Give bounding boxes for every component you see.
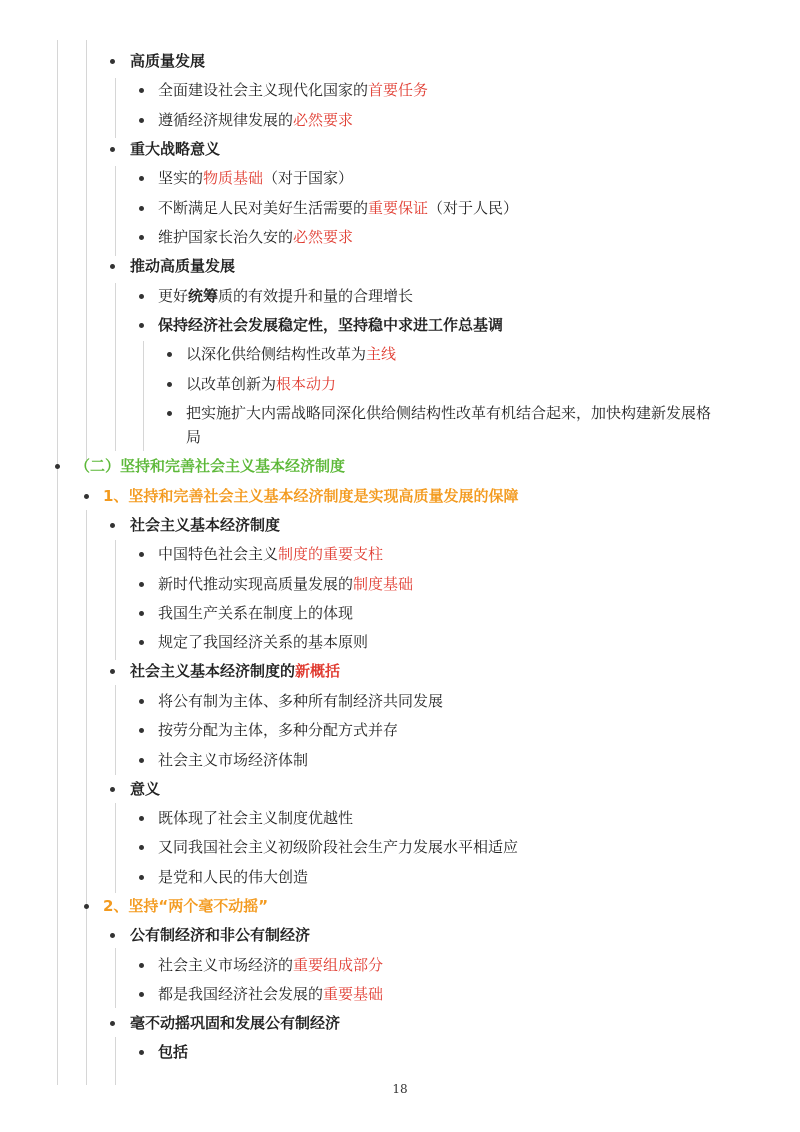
bullet-icon	[139, 728, 144, 733]
outline-item: 中国特色社会主义制度的重要支柱	[158, 545, 384, 563]
outline-heading-hq-dev: 高质量发展	[130, 52, 206, 70]
bullet-icon	[139, 88, 144, 93]
bullet-icon	[167, 382, 172, 387]
bullet-icon	[55, 464, 60, 469]
subsection-heading: 1、坚持和完善社会主义基本经济制度是实现高质量发展的保障	[103, 487, 519, 505]
bullet-icon	[110, 1021, 115, 1026]
bullet-icon	[139, 758, 144, 763]
outline-item-bold: 包括	[158, 1043, 189, 1061]
guide-line-level3	[115, 803, 116, 893]
outline-heading-promote: 推动高质量发展	[130, 257, 236, 275]
guide-line-level2	[86, 40, 87, 460]
subsection-heading: 2、坚持“两个毫不动摇”	[103, 897, 269, 915]
bullet-icon	[110, 787, 115, 792]
bullet-icon	[139, 323, 144, 328]
outline-item: 全面建设社会主义现代化国家的首要任务	[158, 81, 429, 99]
outline-item: 社会主义市场经济的重要组成部分	[158, 956, 384, 974]
bullet-icon	[139, 640, 144, 645]
bullet-icon	[139, 992, 144, 997]
outline-item: 新时代推动实现高质量发展的制度基础	[158, 575, 414, 593]
guide-line-level3	[115, 540, 116, 660]
outline-item-bold: 保持经济社会发展稳定性，坚持稳中求进工作总基调	[158, 316, 504, 334]
outline-item: 既体现了社会主义制度优越性	[158, 809, 354, 827]
outline-heading-consolidate: 毫不动摇巩固和发展公有制经济	[130, 1014, 341, 1032]
outline-item: 规定了我国经济关系的基本原则	[158, 633, 369, 651]
bullet-icon	[84, 494, 89, 499]
outline-item: 以深化供给侧结构性改革为主线	[186, 345, 397, 363]
page-number: 18	[392, 1082, 408, 1096]
outline-heading-meaning: 意义	[130, 780, 161, 798]
outline-item: 按劳分配为主体，多种分配方式并存	[158, 721, 399, 739]
bullet-icon	[139, 1050, 144, 1055]
bullet-icon	[139, 552, 144, 557]
guide-line-level1	[57, 40, 58, 1085]
outline-item: 将公有制为主体、多种所有制经济共同发展	[158, 692, 444, 710]
bullet-icon	[110, 264, 115, 269]
bullet-icon	[139, 235, 144, 240]
outline-item: 坚实的物质基础（对于国家）	[158, 169, 354, 187]
guide-line-level3	[115, 1037, 116, 1085]
outline-item: 都是我国经济社会发展的重要基础	[158, 985, 384, 1003]
outline-item-continued: 局	[186, 428, 202, 446]
bullet-icon	[139, 611, 144, 616]
outline-heading-new-summary: 社会主义基本经济制度的新概括	[130, 662, 341, 680]
bullet-icon	[139, 845, 144, 850]
bullet-icon	[139, 699, 144, 704]
bullet-icon	[139, 875, 144, 880]
bullet-icon	[110, 523, 115, 528]
bullet-icon	[139, 176, 144, 181]
bullet-icon	[110, 147, 115, 152]
bullet-icon	[167, 352, 172, 357]
bullet-icon	[139, 963, 144, 968]
bullet-icon	[167, 411, 172, 416]
bullet-icon	[110, 933, 115, 938]
guide-line-level4	[143, 341, 144, 451]
bullet-icon	[110, 669, 115, 674]
bullet-icon	[139, 582, 144, 587]
outline-item: 又同我国社会主义初级阶段社会生产力发展水平相适应	[158, 838, 519, 856]
outline-heading-ownership: 公有制经济和非公有制经济	[130, 926, 311, 944]
outline-item: 更好统筹质的有效提升和量的合理增长	[158, 287, 414, 305]
guide-line-level3	[115, 166, 116, 256]
outline-item: 遵循经济规律发展的必然要求	[158, 111, 354, 129]
outline-heading-strategic: 重大战略意义	[130, 140, 221, 158]
outline-item: 我国生产关系在制度上的体现	[158, 604, 354, 622]
bullet-icon	[139, 294, 144, 299]
bullet-icon	[84, 904, 89, 909]
outline-item: 不断满足人民对美好生活需要的重要保证（对于人民）	[158, 199, 519, 217]
outline-item: 把实施扩大内需战略同深化供给侧结构性改革有机结合起来，加快构建新发展格	[186, 404, 712, 422]
outline-item: 是党和人民的伟大创造	[158, 868, 309, 886]
guide-line-level3	[115, 948, 116, 1008]
guide-line-level3	[115, 685, 116, 775]
bullet-icon	[139, 118, 144, 123]
outline-item: 以改革创新为根本动力	[186, 375, 337, 393]
outline-item: 社会主义市场经济体制	[158, 751, 309, 769]
guide-line-level3	[115, 78, 116, 138]
bullet-icon	[139, 206, 144, 211]
bullet-icon	[139, 816, 144, 821]
outline-heading-system: 社会主义基本经济制度	[130, 516, 281, 534]
section-heading: （二）坚持和完善社会主义基本经济制度	[75, 457, 346, 475]
guide-line-level3	[115, 283, 116, 451]
bullet-icon	[110, 59, 115, 64]
guide-line-level2	[86, 510, 87, 1085]
outline-item: 维护国家长治久安的必然要求	[158, 228, 354, 246]
